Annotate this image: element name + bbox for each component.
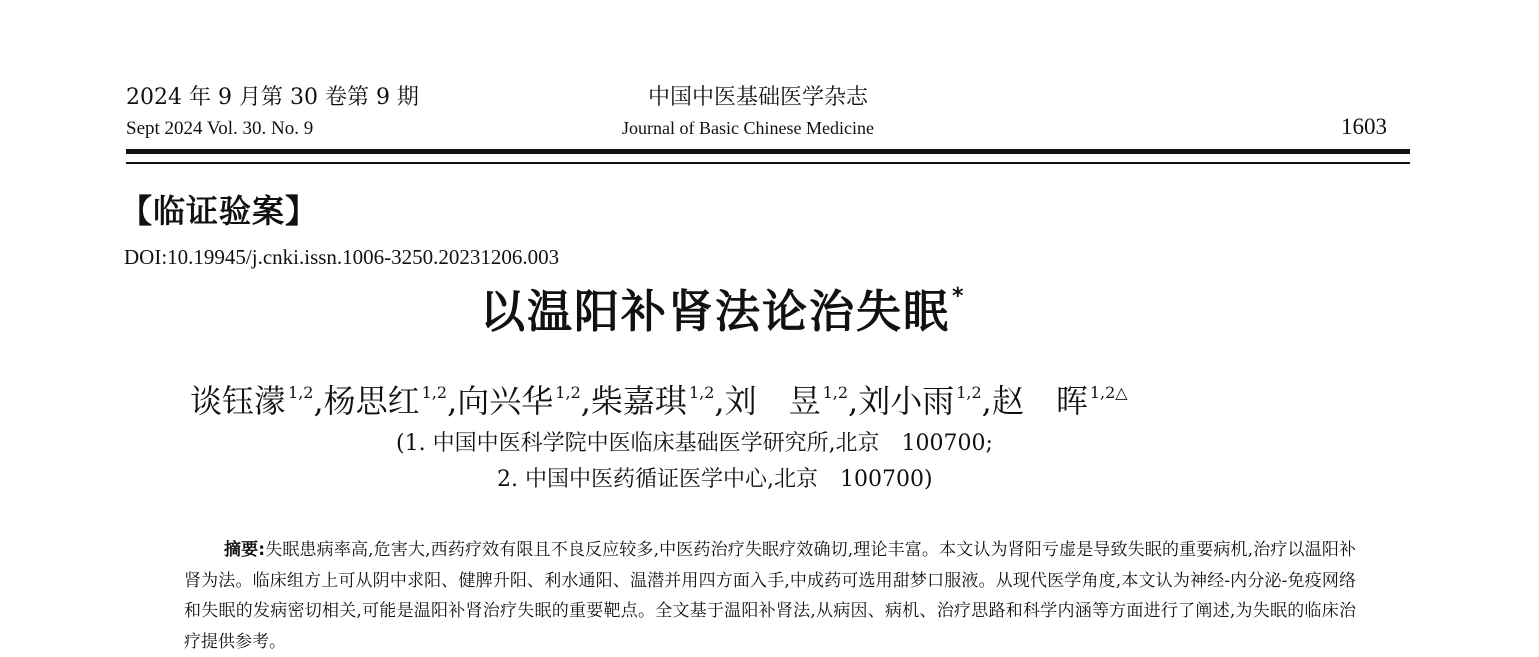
author-separator: ,: [580, 382, 591, 420]
doi: DOI:10.19945/j.cnki.issn.1006-3250.20231206.003: [124, 245, 560, 269]
author-name: 赵 晖: [991, 382, 1088, 420]
author-name: 谈钰濛: [190, 382, 287, 420]
author-name: 杨思红: [323, 382, 420, 420]
author-affiliation-mark: 1,2: [822, 383, 849, 402]
header-rule-thin: [126, 162, 1410, 164]
journal-name-en: Journal of Basic Chinese Medicine: [622, 118, 874, 138]
author-separator: ,: [848, 382, 859, 420]
author-affiliation-mark: 1,2: [956, 383, 982, 402]
author-affiliation-mark: 1,2: [688, 383, 715, 402]
journal-name-cn: 中国中医基础医学杂志: [648, 85, 869, 110]
author-name: 刘 昱: [724, 382, 821, 420]
page-number: 1603: [1341, 114, 1387, 139]
author-affiliation-mark: 1,2: [555, 383, 581, 402]
author-list: [190, 376, 1128, 422]
affiliation-1: (1. 中国中医科学院中医临床基础医学研究所,北京 100700;: [396, 431, 993, 456]
affiliation-2: 2. 中国中医药循证医学中心,北京 100700): [497, 467, 933, 492]
author-name: 柴嘉琪: [590, 382, 687, 420]
author-affiliation-mark: 1,2: [288, 383, 314, 402]
author-name: 刘小雨: [858, 382, 955, 420]
title-footnote-mark: *: [952, 284, 966, 309]
author-affiliation-mark: 1,2: [421, 383, 448, 402]
article-title-text: 以温阳补肾法论治失眠: [480, 285, 951, 338]
abstract: [184, 535, 1356, 657]
author-separator: ,: [981, 382, 992, 420]
issue-info-en: Sept 2024 Vol. 30. No. 9: [126, 118, 314, 139]
abstract-text: 失眠患病率高,危害大,西药疗效有限且不良反应较多,中医药治疗失眠疗效确切,理论丰富。本文认为肾阳亏虚是导致失眠的重要病机,治疗以温阳补肾为法。临床组方上可从阴中求阳、健脾升阳、利水通阳、温潜并用四方面入手,中成药可选用甜梦口服液。从现代医学角度,本文认为神经-内分泌-免疫网络和失眠的发病密切相关,可能是温阳补肾治疗失眠的重要靶点。全文基于温阳补肾法,从病因、病机、治疗思路和科学内涵等方面进行了阐述,为失眠的临床治疗提供参考。: [184, 540, 1356, 652]
author-separator: ,: [447, 382, 458, 420]
author-separator: ,: [313, 382, 324, 420]
article-title: [480, 275, 966, 340]
section-tag: 【临证验案】: [120, 192, 319, 230]
author-separator: ,: [714, 382, 725, 420]
header-rule-thick: [126, 149, 1410, 154]
abstract-label: 摘要:: [224, 540, 266, 560]
issue-info-cn: 2024 年 9 月第 30 卷第 9 期: [126, 85, 419, 110]
author-affiliation-mark: 1,2△: [1089, 383, 1128, 402]
author-name: 向兴华: [457, 382, 554, 420]
